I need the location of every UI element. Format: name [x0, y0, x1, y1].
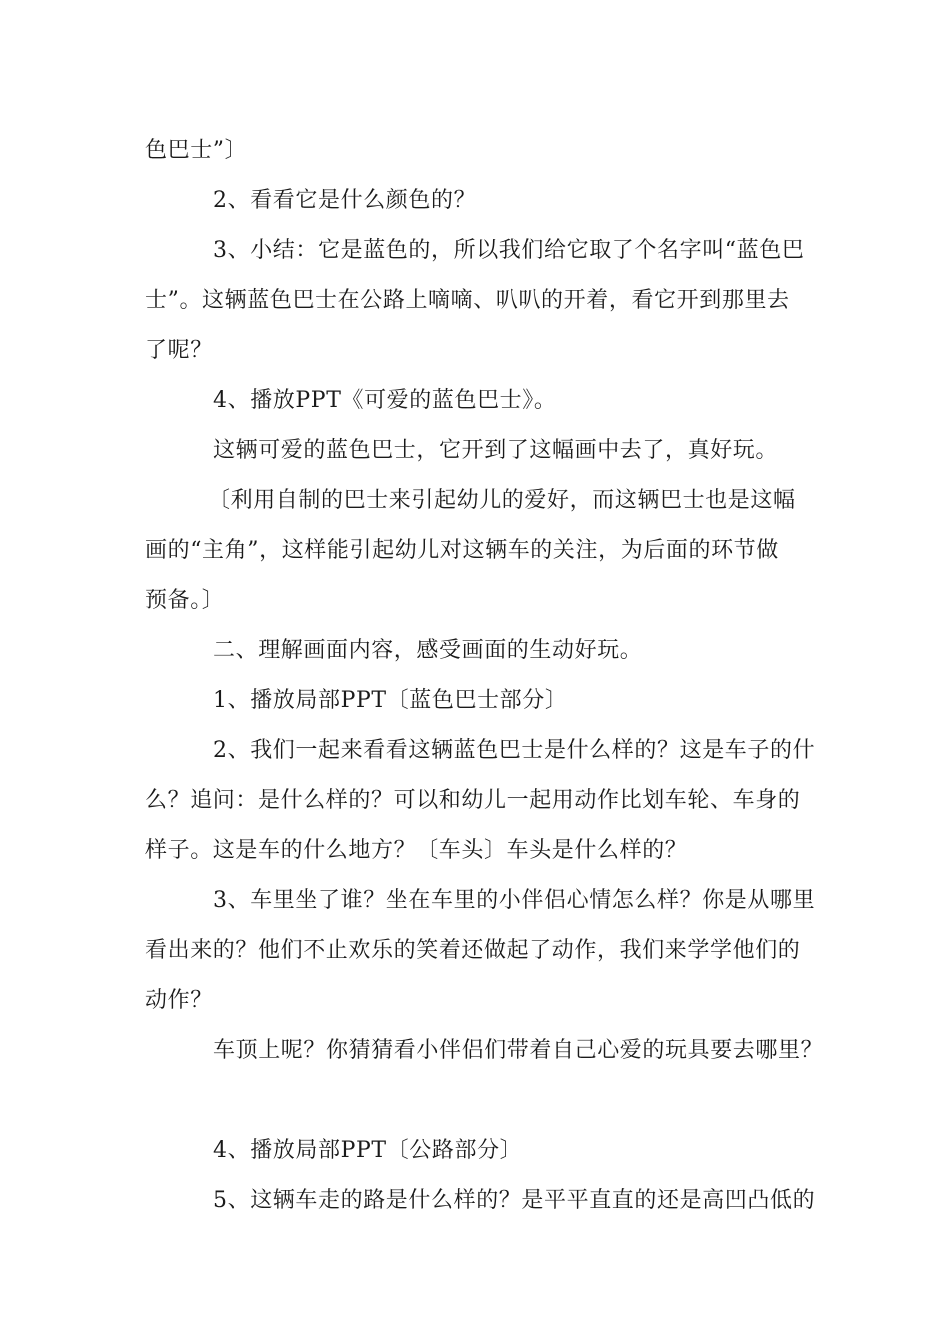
- text-line: 1、播放局部PPT〔蓝色巴士部分〕: [213, 688, 568, 713]
- text-line: 4、播放PPT《可爱的蓝色巴士》。: [213, 388, 557, 413]
- text-line: 预备。〕: [145, 588, 225, 613]
- text-line: 么？追问：是什么样的？可以和幼儿一起用动作比划车轮、车身的: [145, 788, 801, 813]
- text-line: 〔利用自制的巴士来引起幼儿的爱好，而这辆巴士也是这幅: [208, 488, 796, 513]
- text-line: 士”。这辆蓝色巴士在公路上嘀嘀、叭叭的开着，看它开到那里去: [145, 288, 790, 313]
- text-line: 二、理解画面内容，感受画面的生动好玩。: [213, 638, 643, 663]
- text-line: 动作？: [145, 988, 213, 1013]
- text-line: 2、我们一起来看看这辆蓝色巴士是什么样的？这是车子的什: [213, 738, 816, 763]
- text-line: 3、车里坐了谁？坐在车里的小伴侣心情怎么样？你是从哪里: [213, 888, 816, 913]
- text-line: 5、这辆车走的路是什么样的？是平平直直的还是高凹凸低的: [213, 1188, 816, 1213]
- text-line: 了呢？: [145, 338, 213, 363]
- text-line: 3、小结：它是蓝色的，所以我们给它取了个名字叫“蓝色巴: [213, 238, 805, 263]
- text-line: 画的“主角”，这样能引起幼儿对这辆车的关注，为后面的环节做: [145, 538, 779, 563]
- text-line: 样子。这是车的什么地方？〔车头〕车头是什么样的？: [145, 838, 688, 863]
- text-line: 4、播放局部PPT〔公路部分〕: [213, 1138, 523, 1163]
- text-line: 看出来的？他们不止欢乐的笑着还做起了动作，我们来学学他们的: [145, 938, 801, 963]
- text-line: 色巴士”〕: [145, 138, 248, 163]
- text-line: 2、看看它是什么颜色的？: [213, 188, 477, 213]
- text-line: 车顶上呢？你猜猜看小伴侣们带着自己心爱的玩具要去哪里？: [213, 1038, 824, 1063]
- text-line: 这辆可爱的蓝色巴士，它开到了这幅画中去了，真好玩。: [213, 438, 779, 463]
